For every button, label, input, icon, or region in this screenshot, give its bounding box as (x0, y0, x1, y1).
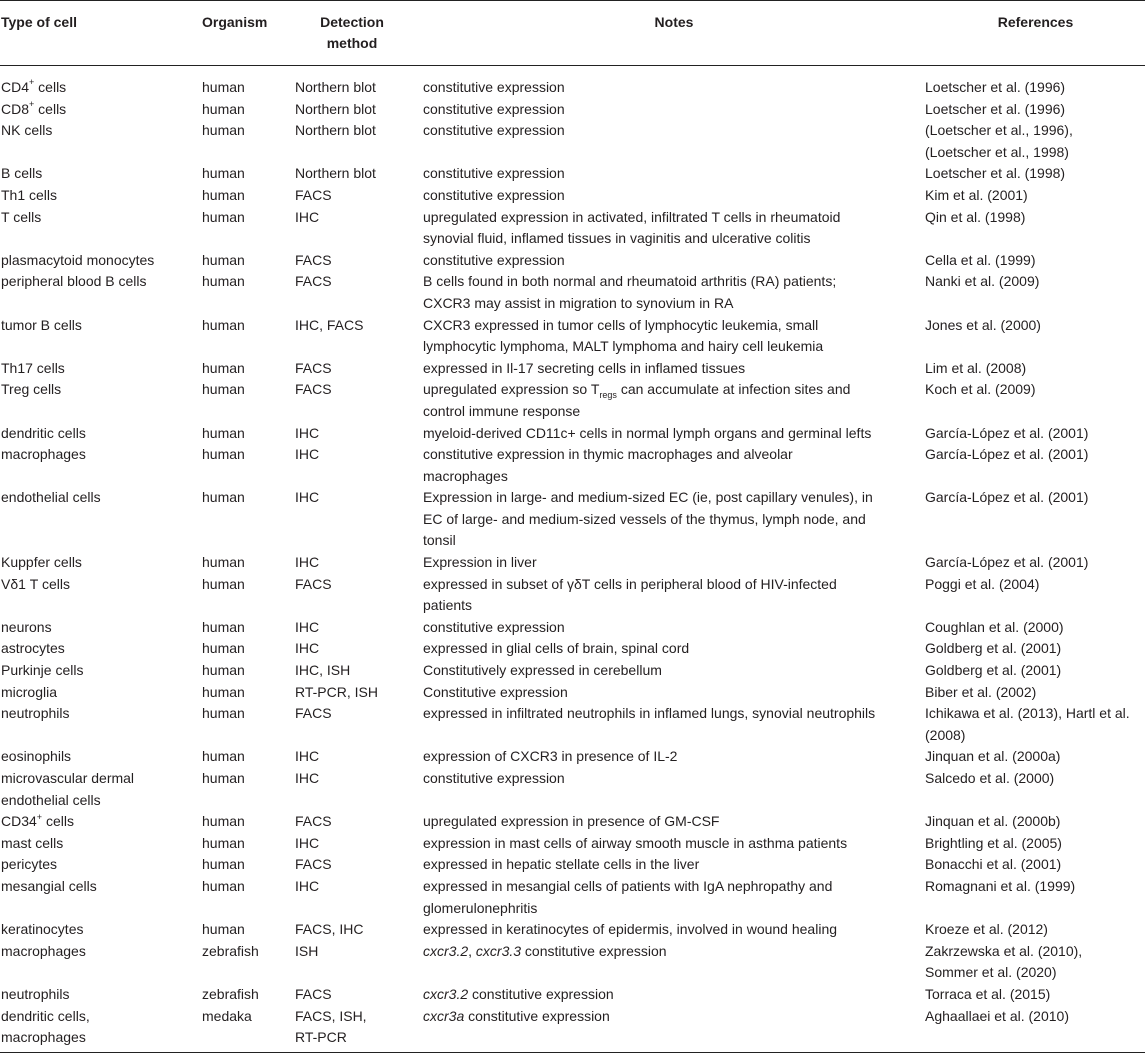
cell-detection-method: IHC (295, 770, 320, 786)
cell-type: pericytes (1, 856, 58, 873)
cell-organism: human (202, 683, 245, 700)
cell-detection-method: RT-PCR, ISH (295, 683, 378, 700)
cell-reference: Goldberg et al. (2001) (925, 640, 1062, 657)
cell-reference: Cella et al. (1999) (925, 251, 1036, 268)
cell-notes: expression of CXCR3 in presence of IL-2 (423, 748, 678, 765)
table-row (0, 66, 1145, 99)
table-header (0, 1, 1145, 66)
cell-notes: constitutive expression (423, 100, 565, 117)
cell-notes: Constitutive expression (423, 683, 568, 700)
cell-detection-method: IHC (295, 424, 320, 441)
cell-type: peripheral blood B cells (1, 273, 147, 290)
cell-organism: human (202, 79, 245, 95)
cell-detection-method: FACS, ISH, RT-PCR (295, 1006, 423, 1053)
table-row (0, 379, 1145, 422)
cell-reference: Coughlan et al. (2000) (925, 618, 1064, 635)
cell-reference: Jones et al. (2000) (925, 316, 1041, 333)
table-row (0, 703, 1145, 746)
cell-notes: CXCR3 expressed in tumor cells of lymphocytic leukemia, small lymphocytic lymphoma, MALT lymphoma and hairy cell leukemia (423, 316, 824, 355)
cell-type: eosinophils (1, 748, 72, 765)
cell-detection-method: FACS, IHC (295, 921, 364, 938)
header-references: References (925, 1, 1145, 66)
table-row (0, 271, 1145, 314)
cell-notes: cxcr3a constitutive expression (423, 1006, 925, 1053)
cell-detection-method: FACS (295, 985, 332, 1002)
cell-detection-method: IHC (295, 618, 320, 635)
cell-notes: expression in mast cells of airway smooth muscle in asthma patients (423, 834, 848, 851)
cell-detection-method: ISH (295, 942, 319, 959)
cell-notes: constitutive expression (423, 186, 565, 203)
cell-type: NK cells (1, 122, 53, 139)
table-row (0, 833, 1145, 855)
cell-notes: upregulated expression in presence of GM-CSF (423, 813, 720, 830)
cell-organism: zebrafish (202, 985, 259, 1002)
cell-reference: Zakrzewska et al. (2010), Sommer et al. (2020) (925, 942, 1083, 981)
cell-reference: Aghaallaei et al. (2010) (925, 1006, 1145, 1053)
cell-organism: human (202, 834, 245, 851)
cell-reference: Brightling et al. (2005) (925, 834, 1062, 851)
cell-reference: Poggi et al. (2004) (925, 575, 1040, 592)
cell-type: CD34+ cells (1, 811, 74, 830)
cell-type: Vδ1 T cells (1, 575, 71, 592)
cell-organism: human (202, 640, 245, 657)
header-detection-method (295, 1, 423, 66)
cell-notes: expressed in mesangial cells of patients with IgA nephropathy and glomerulonephritis (423, 877, 833, 916)
cell-notes: Expression in large- and medium-sized EC (ie, post capillary venules), in EC of large- and medium-sized vessels of the thymus, lymph node, and tonsil (423, 489, 873, 549)
cell-organism: human (202, 381, 245, 398)
cell-organism: human (202, 359, 245, 376)
cell-organism: human (202, 770, 245, 786)
cell-type: Th1 cells (1, 186, 58, 203)
cell-notes: cxcr3.2, cxcr3.3 constitutive expression (423, 942, 667, 959)
cell-type: microglia (1, 683, 58, 700)
cell-detection-method: Northern blot (295, 122, 376, 139)
cell-type: Kuppfer cells (1, 554, 82, 571)
cell-organism: human (202, 489, 245, 506)
cell-type: tumor B cells (1, 316, 82, 333)
table-row (0, 768, 1145, 811)
cell-organism: human (202, 662, 245, 679)
table-row (0, 120, 1145, 163)
cell-reference: Nanki et al. (2009) (925, 273, 1040, 290)
cell-type: mesangial cells (1, 877, 97, 894)
cell-organism: human (202, 122, 245, 139)
cell-type: neutrophils (1, 985, 70, 1002)
cell-type: Th17 cells (1, 359, 65, 376)
cell-reference: García-López et al. (2001) (925, 489, 1089, 506)
cell-detection-method: Northern blot (295, 100, 376, 117)
cell-reference: Loetscher et al. (1998) (925, 165, 1066, 182)
table-row (0, 984, 1145, 1006)
cell-notes: cxcr3.2 constitutive expression (423, 985, 614, 1002)
table-row (0, 638, 1145, 660)
cell-organism: human (202, 554, 245, 571)
cell-organism: human (202, 856, 245, 873)
table-body (0, 66, 1145, 1053)
cell-notes: Constitutively expressed in cerebellum (423, 662, 662, 679)
cell-reference: Lim et al. (2008) (925, 359, 1027, 376)
cell-organism: human (202, 813, 245, 830)
table-row (0, 163, 1145, 185)
cell-type: neurons (1, 618, 52, 635)
cell-organism: human (202, 424, 245, 441)
cell-organism: human (202, 748, 245, 765)
cell-type: CD8+ cells (1, 98, 67, 117)
cell-organism: human (202, 273, 245, 290)
cell-detection-method: IHC (295, 877, 320, 894)
cell-reference: Loetscher et al. (1996) (925, 79, 1066, 95)
cell-type: keratinocytes (1, 921, 84, 938)
cell-type: T cells (1, 208, 42, 225)
table-row (0, 423, 1145, 445)
header-detection-label: Detection method (320, 14, 384, 51)
cell-type: CD4+ cells (1, 77, 67, 95)
cell-detection-method: IHC (295, 489, 320, 506)
cell-notes: B cells found in both normal and rheumatoid arthritis (RA) patients; CXCR3 may assist in migration to synovium in RA (423, 273, 837, 311)
cell-notes: expressed in hepatic stellate cells in the liver (423, 856, 700, 873)
table-row (0, 617, 1145, 639)
table-row (0, 811, 1145, 833)
cell-type: dendritic cells (1, 424, 86, 441)
table-row (0, 444, 1145, 487)
table-row (0, 358, 1145, 380)
cell-type: mast cells (1, 834, 64, 851)
header-notes: Notes (423, 1, 925, 66)
cell-organism: zebrafish (202, 942, 259, 959)
cell-organism: human (202, 100, 245, 117)
cell-notes: expressed in infiltrated neutrophils in inflamed lungs, synovial neutrophils (423, 705, 876, 722)
table-row (0, 746, 1145, 768)
cell-organism: human (202, 618, 245, 635)
cell-detection-method: IHC, ISH (295, 662, 351, 679)
cell-detection-method: FACS (295, 381, 332, 398)
cell-detection-method: IHC (295, 640, 320, 657)
cell-reference: (Loetscher et al., 1996), (Loetscher et al., 1998) (925, 122, 1073, 160)
cell-organism: human (202, 921, 245, 938)
cell-detection-method: IHC, FACS (295, 316, 364, 333)
cell-reference: García-López et al. (2001) (925, 554, 1089, 571)
cell-detection-method: IHC (295, 748, 320, 765)
cell-reference: Loetscher et al. (1996) (925, 100, 1066, 117)
table-row (0, 315, 1145, 358)
cell-detection-method: FACS (295, 856, 332, 873)
table-row (0, 574, 1145, 617)
cell-detection-method: Northern blot (295, 165, 376, 182)
cell-type: astrocytes (1, 640, 65, 657)
cell-notes: constitutive expression (423, 770, 565, 786)
cell-detection-method: FACS (295, 251, 332, 268)
cell-reference: García-López et al. (2001) (925, 446, 1089, 463)
cell-notes: constitutive expression (423, 618, 565, 635)
cell-notes: upregulated expression so $T_{regs}$ can accumulate at infection sites and control immune response (423, 381, 851, 419)
cell-organism: human (202, 877, 245, 894)
cell-type: macrophages (1, 942, 86, 959)
header-type-of-cell: Type of cell (0, 1, 202, 66)
cell-reference: Biber et al. (2002) (925, 683, 1037, 700)
cell-type: macrophages (1, 446, 86, 463)
cell-detection-method: Northern blot (295, 79, 376, 95)
cell-type: neutrophils (1, 705, 70, 722)
cell-reference: Jinquan et al. (2000a) (925, 748, 1061, 765)
table-row (0, 682, 1145, 704)
cell-notes: upregulated expression in activated, infiltrated T cells in rheumatoid synovial fluid, inflamed tissues in vaginitis and ulcerative colitis (423, 208, 841, 247)
cell-organism: human (202, 208, 245, 225)
cell-detection-method: FACS (295, 186, 332, 203)
cell-detection-method: FACS (295, 575, 332, 592)
table-row (0, 250, 1145, 272)
cell-reference: Romagnani et al. (1999) (925, 877, 1076, 894)
cell-organism: human (202, 575, 245, 592)
cell-organism: human (202, 316, 245, 333)
cell-type: plasmacytoid monocytes (1, 251, 155, 268)
cell-reference: Goldberg et al. (2001) (925, 662, 1062, 679)
cell-organism: human (202, 165, 245, 182)
cell-type: B cells (1, 165, 43, 182)
cell-type: Purkinje cells (1, 662, 84, 679)
cell-detection-method: FACS (295, 359, 332, 376)
cell-detection-method: IHC (295, 208, 320, 225)
cell-detection-method: IHC (295, 834, 320, 851)
table-row (0, 919, 1145, 941)
table-row (0, 207, 1145, 250)
cell-reference: Kroeze et al. (2012) (925, 921, 1048, 938)
table-row (0, 660, 1145, 682)
header-organism: Organism (202, 1, 295, 66)
cell-notes: Expression in liver (423, 554, 537, 571)
cell-reference: Kim et al. (2001) (925, 186, 1028, 203)
header-row (0, 1, 1145, 66)
cell-notes: constitutive expression (423, 165, 565, 182)
cell-notes: expressed in keratinocytes of epidermis, involved in wound healing (423, 921, 838, 938)
cell-reference: Jinquan et al. (2000b) (925, 813, 1061, 830)
cell-reference: Koch et al. (2009) (925, 381, 1036, 398)
cell-type: endothelial cells (1, 489, 101, 506)
cell-notes: constitutive expression in thymic macrophages and alveolar macrophages (423, 446, 793, 484)
cell-notes: constitutive expression (423, 79, 565, 95)
table-row (0, 552, 1145, 574)
table-row (0, 854, 1145, 876)
cell-detection-method: IHC (295, 446, 320, 463)
cell-detection-method: FACS (295, 813, 332, 830)
cell-notes: constitutive expression (423, 251, 565, 268)
table-row (0, 1006, 1145, 1053)
cell-type: Treg cells (1, 381, 62, 398)
cell-reference: Ichikawa et al. (2013), Hartl et al. (2008) (925, 705, 1130, 743)
cell-reference: Torraca et al. (2015) (925, 985, 1051, 1002)
cell-organism: human (202, 446, 245, 463)
cell-type: microvascular dermal endothelial cells (1, 770, 135, 808)
table-row (0, 185, 1145, 207)
cell-reference: Qin et al. (1998) (925, 208, 1026, 225)
cell-notes: constitutive expression (423, 122, 565, 139)
cell-organism: human (202, 186, 245, 203)
cell-detection-method: FACS (295, 705, 332, 722)
cell-reference: García-López et al. (2001) (925, 424, 1089, 441)
table-row (0, 99, 1145, 121)
cell-notes: expressed in subset of γδT cells in peripheral blood of HIV-infected patients (423, 575, 837, 614)
cell-detection-method: IHC (295, 554, 320, 571)
table-row (0, 941, 1145, 984)
cell-organism: human (202, 705, 245, 722)
table-row (0, 876, 1145, 919)
cell-detection-method: FACS (295, 273, 332, 290)
cell-reference: Bonacchi et al. (2001) (925, 856, 1062, 873)
cell-notes: myeloid-derived CD11c+ cells in normal lymph organs and germinal lefts (423, 424, 872, 441)
table-row (0, 487, 1145, 552)
cell-reference: Salcedo et al. (2000) (925, 770, 1055, 786)
cell-notes: expressed in glial cells of brain, spinal cord (423, 640, 690, 657)
cell-notes: expressed in Il-17 secreting cells in inflamed tissues (423, 359, 746, 376)
cell-organism: human (202, 251, 245, 268)
cell-type: dendritic cells, macrophages (0, 1006, 202, 1053)
cell-organism: medaka (202, 1006, 295, 1053)
